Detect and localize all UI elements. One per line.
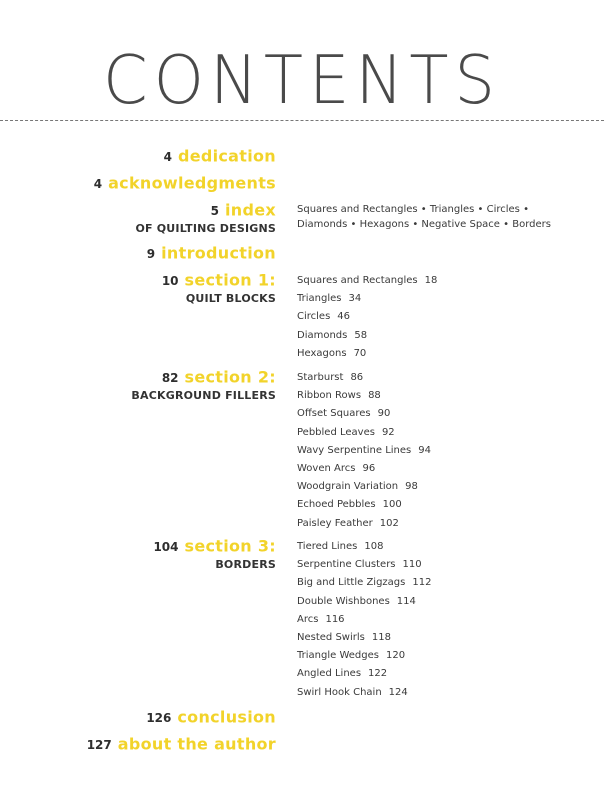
list-item[interactable]: Woodgrain Variation 98 <box>297 481 418 493</box>
entry-subtitle: BORDERS <box>215 557 276 571</box>
entry-page: 126 <box>146 710 172 725</box>
entry-subtitle: QUILT BLOCKS <box>185 291 276 305</box>
list-item[interactable]: Offset Squares 90 <box>297 408 391 420</box>
entry-title: section 1: <box>184 270 276 290</box>
list-item[interactable]: Hexagons 70 <box>297 347 367 359</box>
list-item[interactable]: Wavy Serpentine Lines 94 <box>297 444 431 456</box>
list-item[interactable]: Nested Swirls 118 <box>297 631 391 643</box>
section-3-list <box>297 538 587 702</box>
list-item[interactable]: Triangle Wedges 120 <box>297 650 406 662</box>
list-item[interactable]: Angled Lines 122 <box>297 668 388 680</box>
list-item[interactable]: Swirl Hook Chain 124 <box>297 686 408 698</box>
entry-title: introduction <box>161 243 276 263</box>
entry-page: 4 <box>93 176 103 191</box>
list-item[interactable]: Squares and Rectangles 18 <box>297 275 438 286</box>
list-item[interactable]: Arcs 116 <box>297 613 345 625</box>
entry-page: 5 <box>210 203 219 218</box>
entry-page: 104 <box>153 539 179 554</box>
entry-title: conclusion <box>177 707 276 727</box>
entry-subtitle: BACKGROUND FILLERS <box>131 388 276 402</box>
list-item[interactable]: Tiered Lines 108 <box>297 541 384 552</box>
entry-title: section 2: <box>184 367 276 387</box>
entry-page: 127 <box>86 737 112 752</box>
list-item[interactable]: Circles 46 <box>297 311 351 323</box>
entry-subtitle: OF QUILTING DESIGNS <box>135 221 276 235</box>
page-title: CONTENTS <box>102 42 502 120</box>
entry-page: 10 <box>161 273 179 288</box>
list-item[interactable]: Serpentine Clusters 110 <box>297 559 422 571</box>
list-item[interactable]: Woven Arcs 96 <box>297 462 376 474</box>
entry-page: 82 <box>161 370 179 385</box>
entry-page: 4 <box>163 149 172 164</box>
index-description-line-2: Diamonds • Hexagons • Negative Space • Borders <box>297 219 551 230</box>
index-description-line-1: Squares and Rectangles • Triangles • Circles • <box>297 204 529 215</box>
list-item[interactable]: Pebbled Leaves 92 <box>297 426 395 438</box>
entry-title: acknowledgments <box>108 173 276 193</box>
list-item[interactable]: Double Wishbones 114 <box>297 595 416 607</box>
list-item[interactable]: Diamonds 58 <box>297 329 368 341</box>
list-item[interactable]: Starburst 86 <box>297 372 364 383</box>
section-1-list <box>297 272 587 363</box>
list-item[interactable]: Ribbon Rows 88 <box>297 390 381 402</box>
entry-title: dedication <box>177 146 276 166</box>
list-item[interactable]: Paisley Feather 102 <box>297 517 399 529</box>
entry-page: 9 <box>146 246 156 261</box>
entry-title: about the author <box>117 734 276 754</box>
section-2-list <box>297 369 587 533</box>
entry-title: section 3: <box>184 536 276 556</box>
list-item[interactable]: Echoed Pebbles 100 <box>297 499 402 511</box>
list-item[interactable]: Triangles 34 <box>297 293 362 305</box>
dotted-divider <box>0 120 604 121</box>
list-item[interactable]: Big and Little Zigzags 112 <box>297 577 432 589</box>
entry-title: index <box>225 200 276 220</box>
